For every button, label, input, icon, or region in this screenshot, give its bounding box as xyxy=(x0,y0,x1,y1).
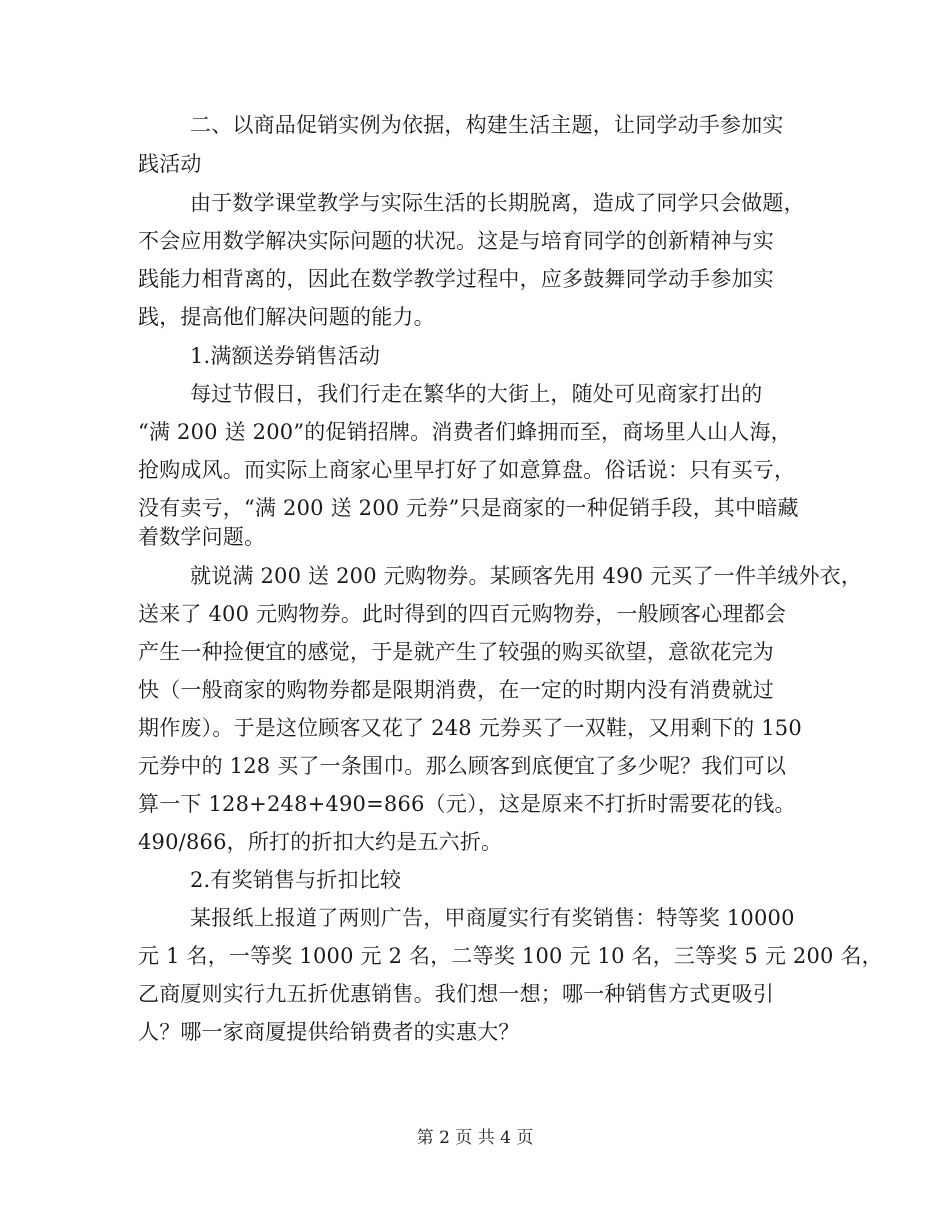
paragraph-line: 490/866，所打的折扣大约是五六折。 xyxy=(138,830,503,854)
paragraph-line: 践能力相背离的，因此在数学教学过程中，应多鼓舞同学动手参加实 xyxy=(138,267,774,291)
paragraph-line: 元券中的 128 买了一条围巾。那么顾客到底便宜了多少呢？我们可以 xyxy=(138,754,787,778)
paragraph-line: “满 200 送 200”的促销招牌。消费者们蜂拥而至，商场里人山人海， xyxy=(138,420,792,444)
paragraph-line: 快（一般商家的购物券都是限期消费，在一定的时期内没有消费就过 xyxy=(138,678,774,702)
paragraph-line: 某报纸上报道了两则广告，甲商厦实行有奖销售：特等奖 10000 xyxy=(190,906,795,930)
paragraph-line: 就说满 200 送 200 元购物券。某顾客先用 490 元买了一件羊绒外衣， xyxy=(190,564,863,588)
paragraph-line: 算一下 128+248+490=866（元），这是原来不打折时需要花的钱。 xyxy=(138,792,796,816)
paragraph-line: 着数学问题。 xyxy=(138,525,266,549)
paragraph-line: 抢购成风。而实际上商家心里早打好了如意算盘。俗话说：只有买亏， xyxy=(138,458,796,482)
paragraph-line: 由于数学课堂教学与实际生活的长期脱离，造成了同学只会做题， xyxy=(190,191,805,215)
paragraph-line: 人？哪一家商厦提供给销费者的实惠大？ xyxy=(138,1020,520,1044)
section-heading: 二、以商品促销实例为依据，构建生活主题，让同学动手参加实 xyxy=(190,113,784,137)
paragraph-line: 期作废）。于是这位顾客又花了 248 元券买了一双鞋，又用剩下的 150 xyxy=(138,716,802,740)
paragraph-line: 没有卖亏，“满 200 送 200 元券”只是商家的一种促销手段，其中暗藏 xyxy=(138,496,799,520)
page-number-footer: 第 2 页 共 4 页 xyxy=(416,1128,534,1148)
subsection-heading: 2.有奖销售与折扣比较 xyxy=(190,868,402,892)
section-heading-continued: 践活动 xyxy=(138,152,202,176)
paragraph-line: 不会应用数学解决实际问题的状况。这是与培育同学的创新精神与实 xyxy=(138,229,774,253)
paragraph-line: 乙商厦则实行九五折优惠销售。我们想一想；哪一种销售方式更吸引 xyxy=(138,982,774,1006)
paragraph-line: 每过节假日，我们行走在繁华的大街上，随处可见商家打出的 xyxy=(190,382,763,406)
subsection-heading: 1.满额送券销售活动 xyxy=(190,344,381,368)
paragraph-line: 元 1 名，一等奖 1000 元 2 名，二等奖 100 元 10 名，三等奖 5 元 200 名， xyxy=(138,944,883,968)
paragraph-line: 产生一种捡便宜的感觉，于是就产生了较强的购买欲望，意欲花完为 xyxy=(138,640,774,664)
paragraph-line: 送来了 400 元购物券。此时得到的四百元购物券，一般顾客心理都会 xyxy=(138,602,787,626)
paragraph-line: 践，提高他们解决问题的能力。 xyxy=(138,305,435,329)
